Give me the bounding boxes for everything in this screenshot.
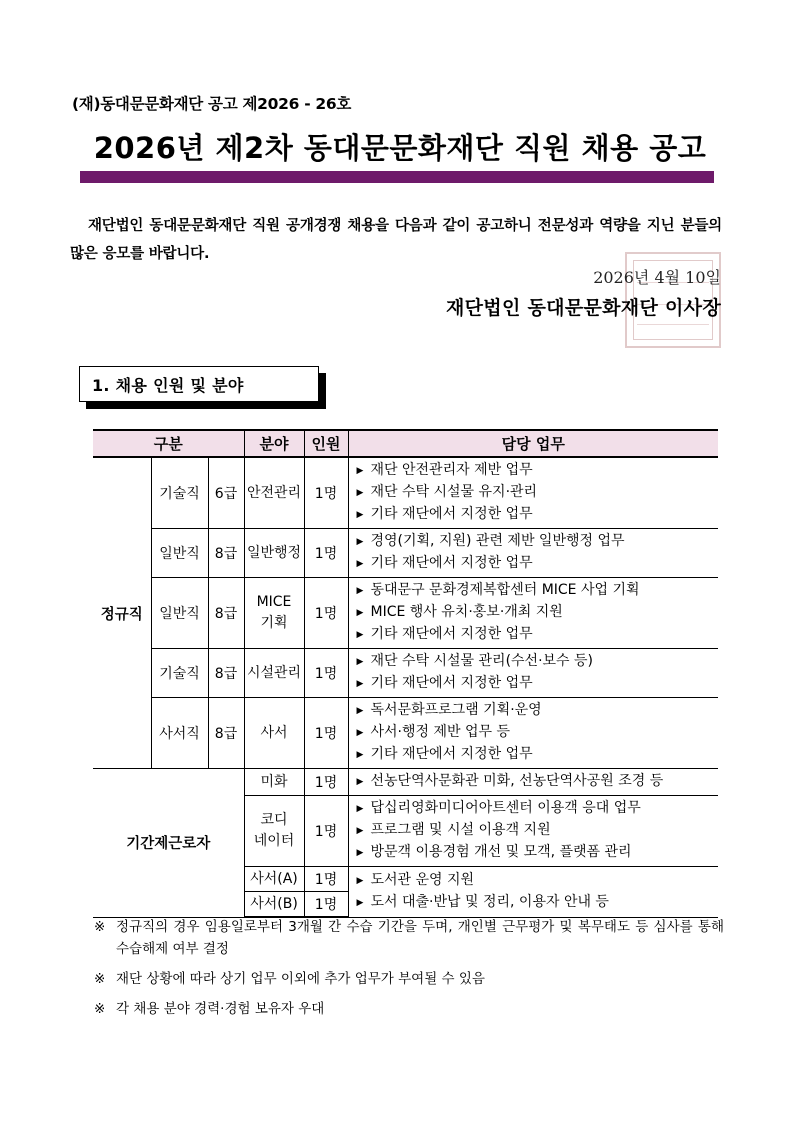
bullet-icon: ▶	[356, 750, 364, 760]
duty-item	[357, 504, 713, 526]
duty-cell	[348, 796, 718, 867]
job-type: 기술직	[151, 649, 208, 698]
duty-cell	[348, 457, 718, 529]
issue-date: 2026년 4월 10일	[593, 268, 721, 287]
job-field: 코디 네이터	[244, 796, 304, 867]
job-type: 사서직	[151, 698, 208, 769]
bullet-icon: ▶	[356, 630, 364, 640]
note-item	[94, 916, 724, 960]
table-header-row	[93, 430, 718, 457]
duty-text: 기타 재단에서 지정한 업무	[370, 626, 533, 642]
intro-text: 재단법인 동대문문화재단 직원 공개경쟁 채용을 다음과 같이 공고하니 전문성과 역량을 지닌 분들의 많은 응모를 바랍니다.	[70, 218, 722, 262]
job-count: 1명	[304, 698, 348, 769]
job-field: 사서	[244, 698, 304, 769]
duty-item	[357, 460, 713, 482]
job-grade: 6급	[208, 457, 244, 529]
bullet-icon: ▶	[356, 728, 364, 738]
job-field: 사서(A)	[244, 867, 304, 892]
duty-text: MICE 행사 유치·홍보·개최 지원	[370, 604, 563, 620]
bullet-icon: ▶	[356, 466, 364, 476]
duty-item	[357, 602, 713, 624]
duty-item	[357, 870, 713, 892]
duty-cell	[348, 769, 718, 796]
category-regular: 정규직	[93, 457, 151, 769]
duty-cell	[348, 649, 718, 698]
duty-item	[357, 700, 713, 722]
job-field: 일반행정	[244, 529, 304, 578]
notice-number: (재)동대문문화재단 공고 제2026 - 26호	[72, 95, 352, 113]
job-count: 1명	[304, 867, 348, 892]
duty-text: 재단 안전관리자 제반 업무	[370, 462, 533, 478]
note-text: 재단 상황에 따라 상기 업무 이외에 추가 업무가 부여될 수 있음	[116, 971, 485, 987]
duty-item	[357, 624, 713, 646]
bullet-icon: ▶	[356, 848, 364, 858]
section-heading-box	[79, 366, 319, 402]
duty-text: 재단 수탁 시설물 관리(수선·보수 등)	[370, 653, 594, 669]
duty-item	[357, 553, 713, 575]
duty-text: 경영(기획, 지원) 관련 제반 일반행정 업무	[370, 533, 625, 549]
bullet-icon: ▶	[356, 657, 364, 667]
note-mark-icon: ※	[94, 971, 106, 987]
duty-item	[357, 482, 713, 504]
page-title: 2026년 제2차 동대문문화재단 직원 채용 공고	[93, 131, 707, 165]
header-field: 분야	[244, 430, 304, 457]
bullet-icon: ▶	[356, 488, 364, 498]
job-field: 안전관리	[244, 457, 304, 529]
bullet-icon: ▶	[356, 679, 364, 689]
job-type: 일반직	[151, 578, 208, 649]
duty-text: 기타 재단에서 지정한 업무	[370, 506, 533, 522]
bullet-icon: ▶	[356, 537, 364, 547]
table-row	[93, 649, 718, 698]
job-count: 1명	[304, 649, 348, 698]
bullet-icon: ▶	[356, 510, 364, 520]
duty-text: 답십리영화미디어아트센터 이용객 응대 업무	[370, 800, 641, 816]
bullet-icon: ▶	[356, 875, 364, 886]
table-row	[93, 578, 718, 649]
duty-item	[357, 673, 713, 695]
table-row	[93, 529, 718, 578]
duty-cell	[348, 529, 718, 578]
job-count: 1명	[304, 769, 348, 796]
duty-item	[357, 651, 713, 673]
duty-item	[357, 722, 713, 744]
table-row	[93, 698, 718, 769]
job-count: 1명	[304, 892, 348, 918]
note-item	[94, 968, 724, 990]
section-heading: 1. 채용 인원 및 분야	[92, 376, 244, 395]
title-underline-bar	[80, 171, 714, 183]
job-field: 시설관리	[244, 649, 304, 698]
table-row	[93, 457, 718, 529]
job-type: 일반직	[151, 529, 208, 578]
header-category: 구분	[93, 430, 244, 457]
duty-item	[357, 798, 713, 820]
header-duties: 담당 업무	[348, 430, 718, 457]
note-mark-icon: ※	[94, 1001, 106, 1017]
duty-text: 프로그램 및 시설 이용객 지원	[370, 822, 551, 838]
bullet-icon: ▶	[356, 586, 364, 596]
duty-item	[357, 842, 713, 864]
job-field: 사서(B)	[244, 892, 304, 918]
note-mark-icon: ※	[94, 919, 106, 935]
job-field: 미화	[244, 769, 304, 796]
duty-text: 독서문화프로그램 기획·운영	[370, 702, 542, 718]
job-grade: 8급	[208, 578, 244, 649]
duty-item	[357, 744, 713, 766]
bullet-icon: ▶	[356, 897, 364, 908]
duty-text: 기타 재단에서 지정한 업무	[370, 746, 533, 762]
bullet-icon: ▶	[356, 804, 364, 814]
recruitment-table	[93, 429, 718, 918]
duty-text: 기타 재단에서 지정한 업무	[370, 675, 533, 691]
duty-text: 사서·행정 제반 업무 등	[370, 724, 511, 740]
duty-text: 재단 수탁 시설물 유지·관리	[370, 484, 538, 500]
duty-item	[357, 531, 713, 553]
notes	[94, 916, 724, 1028]
job-count: 1명	[304, 457, 348, 529]
job-count: 1명	[304, 529, 348, 578]
duty-text: 도서관 운영 지원	[370, 871, 475, 888]
duty-item	[357, 892, 713, 914]
table-row	[93, 769, 718, 796]
header-count: 인원	[304, 430, 348, 457]
duty-text: 동대문구 문화경제복합센터 MICE 사업 기획	[370, 582, 640, 598]
duty-cell	[348, 698, 718, 769]
duty-cell	[348, 578, 718, 649]
job-field: MICE 기획	[244, 578, 304, 649]
duty-text: 방문객 이용경험 개선 및 모객, 플랫폼 관리	[370, 844, 632, 860]
bullet-icon: ▶	[356, 608, 364, 618]
category-fixed-term: 기간제근로자	[93, 769, 244, 918]
bullet-icon: ▶	[356, 559, 364, 569]
duty-item	[357, 771, 713, 793]
duty-item	[357, 580, 713, 602]
duty-item	[357, 820, 713, 842]
seal-line	[637, 324, 709, 325]
note-text: 각 채용 분야 경력·경험 보유자 우대	[116, 1001, 325, 1017]
job-type: 기술직	[151, 457, 208, 529]
duty-text: 도서 대출·반납 및 정리, 이용자 안내 등	[370, 893, 609, 910]
note-text: 정규직의 경우 임용일로부터 3개월 간 수습 기간을 두며, 개인별 근무평가 및 복무태도 등 심사를 통해 수습해제 여부 결정	[116, 919, 724, 957]
duty-text: 선농단역사문화관 미화, 선농단역사공원 조경 등	[370, 773, 664, 789]
job-count: 1명	[304, 796, 348, 867]
job-grade: 8급	[208, 649, 244, 698]
bullet-icon: ▶	[356, 826, 364, 836]
job-grade: 8급	[208, 698, 244, 769]
bullet-icon: ▶	[356, 706, 364, 716]
bullet-icon: ▶	[356, 777, 364, 787]
duty-cell	[348, 867, 718, 918]
job-grade: 8급	[208, 529, 244, 578]
duty-text: 기타 재단에서 지정한 업무	[370, 555, 533, 571]
note-item	[94, 998, 724, 1020]
signer: 재단법인 동대문문화재단 이사장	[446, 297, 721, 319]
job-count: 1명	[304, 578, 348, 649]
